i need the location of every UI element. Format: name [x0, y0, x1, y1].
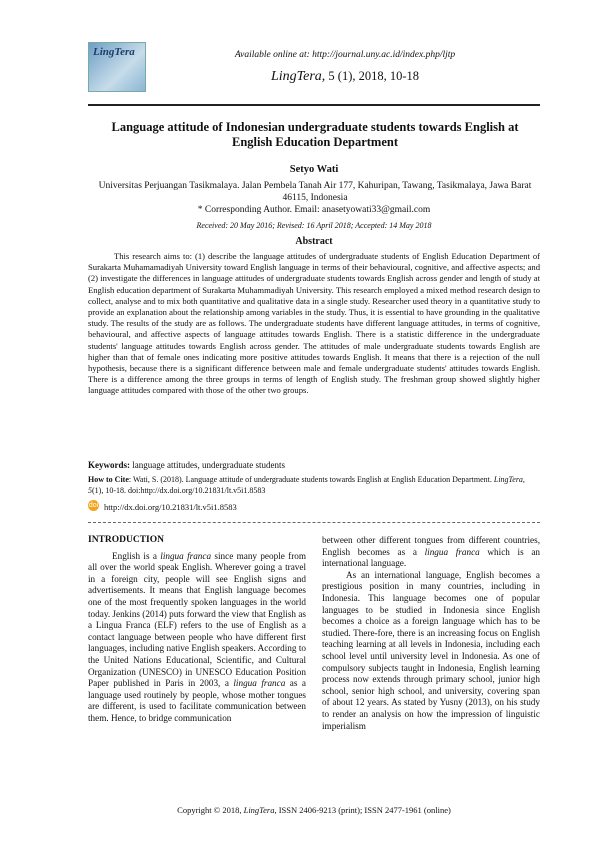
text-run: since many people from all over the world speak English. Wherever going a travel in a foreign city, people will see English signs and advertisements. It means that English language becomes one of the most frequently spoken languages in the world today. Jenkins (2014) puts forward the view that English as a Lingua Franca (ELF) refers to the use of English as a contact language between people who have different first languages, including native English speakers. According to the United Nations Educational, Scientific, and Cultural Organization (UNESCO) in UNESCO Education Position Paper published in Paris in 2003, a	[88, 550, 307, 689]
text-run: lingua franca	[424, 546, 480, 557]
header-rule	[88, 104, 540, 106]
text-run: lingua franca	[160, 550, 212, 561]
journal-name: LingTera,	[270, 69, 326, 84]
keywords-text: language attitudes, undergraduate students	[130, 460, 286, 470]
keywords	[88, 460, 540, 470]
intro-heading: INTRODUCTION	[88, 535, 165, 545]
intro-paragraph-1	[88, 551, 306, 725]
doi-link[interactable]: http://dx.doi.org/10.21831/lt.v5i1.8583	[104, 502, 237, 512]
footer-post: , ISSN 2406-9213 (print); ISSN 2477-1961 (online)	[274, 805, 451, 815]
journal-citation	[150, 69, 540, 85]
corresponding-author: * Corresponding Author. Email: anasetyowati33@gmail.com	[197, 205, 431, 215]
abstract-heading: Abstract	[295, 236, 333, 247]
logo-text: LingTera	[93, 46, 135, 58]
journal-issue: 5 (1), 2018, 10-18	[325, 69, 420, 83]
author-affiliation: Universitas Perjuangan Tasikmalaya. Jalan Pembela Tanah Air 177, Kahuripan, Tawang, Tasikmalaya, Jawa Barat 46115, Indonesia	[98, 181, 532, 203]
howcite-journal: LingTera, 5	[88, 475, 525, 495]
text-run: as a language used routinely by people, whose mother tongues are different, is used to facilitate communication between them. Hence, to bridge communication	[88, 678, 307, 723]
howcite-tail: (1), 10-18. doi:http://dx.doi.org/10.21831/lt.v5i1.8583	[92, 485, 266, 495]
how-to-cite	[88, 475, 540, 496]
keywords-label: Keywords:	[88, 460, 130, 470]
doi-icon: doi	[88, 502, 99, 509]
text-run: English is a	[112, 550, 161, 561]
abstract-text: This research aims to: (1) describe the language attitudes of undergraduate students of English Education Department of Surakarta Muhamamadiyah University toward English language in terms of their behavioural, cognitive, and affective aspects; and (2) investigate the differences in language attitudes of undergraduate students towards English across gender and length of study at English education department of Surakarta Muhammadiyah University. This research employed a mixed method research design to collect, analyse and to mix both quantitative and qualitative data in a single study. Researcher used theory in a quantitative study to provide an explanation about the relationship among variables in the study. Thus, it is essential to have grounding in the qualitative study. The results of the study are as follows. The undergraduate students have different language attitudes, in terms of cognitive, behavioural, and affective aspects of language attitudes towards English. There is a statistic difference in the undergraduate students' language attitudes towards English across gender. The attitudes of male undergraduate students towards English are higher than that of female ones indicating more positive attitudes towards English. It means that there is a rejection of the null hypothesis, because there is a significant difference between male and female undergraduate students' attitudes towards English. There is a difference among the three groups in terms of length of English study. The freshman group showed slightly higher language attitudes compared with those of the other two groups.	[88, 251, 540, 396]
paper-title: Language attitude of Indonesian undergraduate students towards English at English Education Department	[111, 120, 519, 149]
howcite-text: : Wati, S. (2018). Language attitude of undergraduate students towards English at English Education Department.	[128, 475, 494, 484]
footer-pre: Copyright © 2018,	[177, 805, 244, 815]
text-run: between other different tongues from different countries, English becomes as a	[322, 535, 540, 557]
author-name: Setyo Wati	[289, 164, 339, 175]
text-run: lingua franca	[233, 678, 286, 689]
section-divider	[88, 522, 540, 523]
page-footer	[88, 805, 540, 815]
right-column	[322, 535, 540, 732]
intro-paragraph-1-cont	[322, 535, 540, 570]
intro-paragraph-2: As an international language, English becomes a prestigious position in many countries, including in Indonesia. This language becomes one of popular languages to be studied in Indonesia since English becomes a choice as a foreign language which has to be studied. There-fore, there is an increasing focus on English teaching learning at all levels in Indonesia, including each school level until university level in Indonesia. As one of compulsory subjects taught in Indonesia, English learning process now extends through primary school, junior high school, senior high school, and university, covering span of about 12 years. As stated by Yusny (2013), on his study to render an analysis on how the impression of linguistic imperialism	[322, 569, 540, 731]
footer-journal: LingTera	[243, 805, 275, 815]
journal-logo	[88, 42, 146, 92]
text-run: which is an international language.	[322, 546, 540, 569]
available-online-url[interactable]: Available online at: http://journal.uny.ac.id/index.php/ljtp	[234, 50, 456, 60]
howcite-label: How to Cite	[88, 475, 129, 484]
left-column	[88, 535, 306, 725]
submission-dates: Received: 20 May 2016; Revised: 16 April 2018; Accepted: 14 May 2018	[196, 221, 432, 230]
